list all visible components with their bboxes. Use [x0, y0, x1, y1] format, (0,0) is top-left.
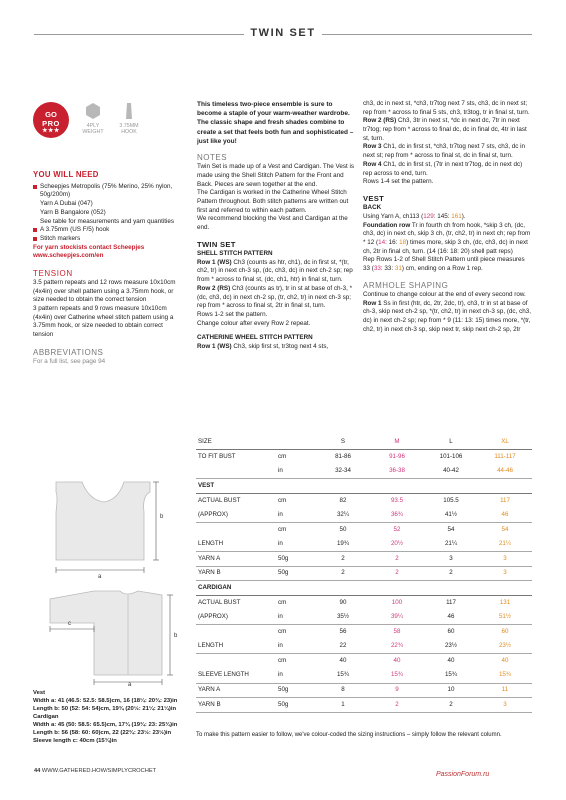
cw-row2-text: Ch3, 3tr in next st, *dc in next dc, 7tr in next tr7tog; rep from * across to final dc, dc in final dc, 4tr in last st, turn.	[363, 117, 527, 142]
table-row	[196, 654, 532, 669]
foundation-l: 16	[388, 239, 396, 247]
shell-row2	[197, 285, 357, 311]
cw-row1-cont: ch3, dc in next st, *ch3, tr7tog next 7 sts, ch3, dc in next st; rep from * across to final 5 sts, ch3, tr3tog, tr in final st, turn.	[363, 100, 530, 116]
vest-length-label: b	[160, 514, 164, 520]
shell-change-colour: Change colour after every Row 2 repeat.	[197, 319, 311, 327]
footer-site: WWW.GATHERED.HOW/SIMPLYCROCHET	[41, 768, 157, 774]
measure-vest-title: Vest	[33, 690, 46, 696]
yarn-weight-line2: WEIGHT	[82, 129, 104, 136]
notes-title: NOTES	[197, 153, 228, 163]
header-l: L	[424, 435, 478, 450]
armhole-row1	[363, 300, 533, 335]
markers-item-text: Stitch markers	[40, 234, 81, 242]
cell-xl: 3	[478, 566, 532, 581]
row-unit: cm	[278, 627, 287, 635]
size-table	[196, 435, 532, 713]
cw-row1	[197, 343, 357, 352]
cell-xl: 11	[478, 683, 532, 698]
header-xl: XL	[478, 435, 532, 450]
cell-l: 105.5	[443, 496, 459, 504]
vest-using: Using Yarn A, ch113 (129: 145: 161).	[363, 213, 466, 221]
table-row	[196, 479, 532, 494]
you-will-need-title: YOU WILL NEED	[33, 170, 99, 179]
cell-l: 3	[424, 552, 478, 567]
row-unit: cm	[278, 657, 287, 665]
cell-m: 2	[370, 552, 424, 567]
cell-xl: 51½	[478, 610, 532, 625]
watermark: PassionForum.ru	[436, 771, 490, 778]
cell-xl: 21¼	[478, 537, 532, 552]
cell-s: 32¼	[316, 508, 370, 523]
cell-m: 36¾	[370, 508, 424, 523]
cw-row3-text: Ch1, dc in first st, *ch3, tr7tog next 7 sts, ch3, dc in next st; rep from * across to final st, dc in final st, turn.	[363, 143, 526, 160]
row-unit: 50g	[276, 552, 316, 567]
shell-row2-text: Ch3 (counts as tr), tr in st at base of ch-3, *(dc, ch3, dc) in next ch-2 sp, (tr, ch2, tr) in next ch-3 sp; rep from * across to final st, 2tr in final st, turn.	[197, 284, 353, 310]
tension-text-2: 3 pattern repeats and 9 rows measure 10x10cm (4x4in) over Catherine wheel stitch pattern using a 3.75mm hook, or size needed to obtain correct tension	[33, 305, 174, 339]
row-unit: in	[276, 537, 316, 552]
cell-l: 101-106	[439, 452, 463, 460]
cell-xl: 40	[501, 657, 509, 665]
foundation-m: 14	[378, 239, 386, 247]
measure-vest-b: Length b: 50 (52: 54: 54)cm, 19¾ (20½: 21¼: 21¼)in	[33, 705, 177, 712]
cell-xl: 44-46	[478, 464, 532, 479]
website-link[interactable]: www.scheepjes.com/en	[33, 252, 104, 260]
cell-xl: 117	[500, 496, 510, 504]
foundation-shells: 14 (16: 18: 20) shell patt reps)	[428, 247, 513, 255]
row-label	[196, 464, 276, 479]
rep-xl: 31	[394, 265, 402, 273]
header-size: SIZE	[196, 435, 276, 450]
foundation-xl: 18	[399, 239, 407, 247]
hook-item	[33, 226, 178, 235]
cell-l	[424, 581, 478, 596]
table-row	[196, 639, 532, 654]
vest-shape	[56, 482, 150, 560]
using-post: ).	[461, 213, 466, 221]
cell-l: 41½	[424, 508, 478, 523]
cw-row1-label: Row 1 (WS)	[197, 342, 232, 350]
cell-s: 82	[339, 496, 347, 504]
markers-item	[33, 235, 178, 244]
page-title: TWIN SET	[250, 27, 316, 39]
using-m: 129	[423, 213, 434, 221]
vest-title: VEST	[363, 193, 385, 203]
table-row	[196, 683, 532, 698]
cell-m: 36-38	[370, 464, 424, 479]
row-label: (APPROX)	[196, 508, 276, 523]
rep-pre: Rep Rows 1-2 of Shell Stitch Pattern until piece measures 33 (	[363, 256, 525, 273]
yarn-item-text: Scheepjes Metropolis (75% Merino, 25% nylon, 50g/200m)	[40, 182, 173, 199]
row-unit: 50g	[276, 698, 316, 713]
row-label: LENGTH	[196, 537, 276, 552]
header-rule-right	[322, 34, 532, 35]
row-label	[196, 523, 276, 538]
cw-row2	[363, 117, 533, 143]
crochet-hook-icon	[120, 102, 138, 120]
shell-row2-label: Row 2 (RS)	[197, 284, 231, 292]
intro-text: This timeless two-piece ensemble is sure to become a staple of your warm-weather wardrobe. The classic shape and fresh shades combine to create a set that feels both fun and sophisticated – just like you!	[197, 101, 354, 145]
row-label: YARN B	[196, 698, 276, 713]
shell-row1	[197, 259, 357, 285]
measure-card-a: Width a: 45 (50: 58.5: 65.5)cm, 17¾ (19¾: 23: 25¾)in	[33, 721, 178, 728]
hook-item-text: A 3.75mm (US F/5) hook	[40, 226, 110, 234]
catherine-wheel-title: CATHERINE WHEEL STITCH PATTERN	[197, 334, 313, 342]
abbreviations-text: For a full list, see page 94	[33, 357, 106, 365]
badge-line1: GO	[45, 110, 57, 119]
cell-s: 81-86	[335, 452, 351, 460]
cell-l: 10	[424, 683, 478, 698]
left-column	[33, 170, 178, 367]
twin-set-title: TWIN SET	[197, 239, 236, 249]
row-unit: cm	[278, 452, 287, 460]
row-label: LENGTH	[196, 639, 276, 654]
cell-xl: 54	[501, 525, 509, 533]
cell-xl: 3	[478, 552, 532, 567]
measurements-list	[33, 690, 198, 746]
shell-rows-rep: Rows 1-2 set the pattern.	[197, 310, 268, 318]
row-unit	[276, 479, 316, 494]
shell-stitch-title: SHELL STITCH PATTERN	[197, 250, 273, 258]
row-label: SLEEVE LENGTH	[196, 669, 276, 684]
table-row	[196, 610, 532, 625]
cell-s: 1	[316, 698, 370, 713]
notes-p2: The Cardigan is worked in the Catherine Wheel Stitch Pattern throughout. Both stitch patterns are written out first and referred to within each pattern.	[197, 189, 349, 214]
measure-vest-a: Width a: 41 (46.5: 52.5: 58.5)cm, 16 (18¼: 20¾: 23)in	[33, 697, 178, 704]
shell-row1-text: Ch3 (counts as htr, ch1), dc in first st, *(tr, ch2, tr) in next ch-3 sp, (dc, ch3, dc) in next ch-2 sp; rep from * across to final st, (dc, ch1, htr) in final st, turn.	[197, 258, 353, 284]
page-number: 44	[34, 768, 41, 774]
cardigan-width-label: a	[128, 682, 132, 688]
notes-p3: We recommend blocking the Vest and Cardigan at the end.	[197, 215, 348, 231]
cell-m: 100	[391, 598, 403, 606]
table-row	[196, 625, 532, 640]
row-label: ACTUAL BUST	[198, 496, 241, 504]
table-row	[196, 552, 532, 567]
header-unit	[276, 435, 316, 450]
cell-s: 22	[316, 639, 370, 654]
cell-xl: 46	[478, 508, 532, 523]
cell-xl: 60	[501, 627, 509, 635]
row-label: (APPROX)	[196, 610, 276, 625]
yarn-weight-line1: 4PLY	[86, 122, 100, 129]
cell-m	[370, 581, 424, 596]
shell-row1-label: Row 1 (WS)	[197, 258, 232, 266]
footer	[34, 768, 156, 776]
cell-l: 54	[447, 525, 455, 533]
vest-diagram	[34, 474, 184, 582]
cell-m: 22¾	[370, 639, 424, 654]
cell-l: 15¾	[424, 669, 478, 684]
armhole-row1-label: Row 1	[363, 299, 382, 307]
measure-card-title: Cardigan	[33, 713, 59, 720]
foundation-pre: Tr in fourth ch from hook, *skip 3 ch, (dc, ch3, dc) in next ch, skip 3 ch, (tr, ch2, tr) in next ch; rep from * 12 (	[363, 221, 531, 247]
table-row	[196, 450, 532, 465]
row-label	[196, 654, 276, 669]
measure-card-b: Length b: 56 (58: 60: 60)cm, 22 (22¾: 23½: 23½)in	[33, 729, 172, 736]
cell-l	[424, 479, 478, 494]
cell-m: 58	[393, 627, 401, 635]
cw-rows-rep: Rows 1-4 set the pattern.	[363, 178, 434, 186]
using-pre: Using Yarn A, ch113 (	[363, 213, 424, 221]
foundation-label: Foundation row	[363, 221, 411, 229]
row-unit: in	[276, 464, 316, 479]
yarn-weight-tool	[79, 102, 107, 136]
cell-s: 35½	[316, 610, 370, 625]
row-label	[196, 625, 276, 640]
right-column	[363, 100, 533, 334]
row-label: CARDIGAN	[196, 581, 276, 596]
cell-xl: 15¾	[478, 669, 532, 684]
stockists-text: For yarn stockists contact Scheepjes	[33, 243, 145, 251]
armhole-text: Continue to change colour at the end of every second row.	[363, 290, 526, 298]
table-row	[196, 566, 532, 581]
table-row	[196, 581, 532, 596]
cell-l: 117	[446, 598, 456, 606]
yarn-a-text: Yarn A Dubai (047)	[40, 200, 93, 208]
badge-line2: PRO	[42, 118, 60, 128]
cell-m: 20½	[370, 537, 424, 552]
cw-row4-text: Ch1, dc in first st, (7tr in next tr7tog, dc in next dc) rep across to end, turn.	[363, 160, 523, 177]
using-xl: 161	[451, 213, 462, 221]
cell-xl	[478, 581, 532, 596]
yarn-b-text: Yarn B Bangalore (052)	[40, 208, 106, 216]
cell-xl: 131	[499, 598, 511, 606]
cw-row3	[363, 143, 533, 160]
cell-s: 40	[339, 657, 347, 665]
cell-m: 93.5	[390, 496, 404, 504]
cardigan-diagram	[34, 585, 196, 685]
armhole-title: ARMHOLE SHAPING	[363, 280, 449, 290]
cell-m: 2	[370, 698, 424, 713]
cell-l: 60	[447, 627, 455, 635]
cell-s: 15¾	[316, 669, 370, 684]
header-s: S	[316, 435, 370, 450]
cell-m: 2	[370, 566, 424, 581]
vest-width-label: a	[98, 574, 102, 580]
cell-m: 91-96	[389, 452, 405, 460]
row-unit: in	[276, 610, 316, 625]
cell-m	[370, 479, 424, 494]
cardigan-length-label: b	[174, 633, 178, 639]
cell-l: 46	[424, 610, 478, 625]
tension-text: 3.5 pattern repeats and 12 rows measure 10x10cm (4x4in) over shell pattern using a 3.75mm hook, or size needed to obtain the correct tension	[33, 278, 176, 304]
row-label: VEST	[196, 479, 276, 494]
cw-row4-label: Row 4	[363, 160, 382, 168]
foundation-row: Foundation row Tr in fourth ch from hook, *skip 3 ch, (dc, ch3, dc) in next ch, skip 3 ch, (tr, ch2, tr) in next ch; rep from * 12 (14: 16: 18) times more, skip 3 ch, (dc, ch3, dc) in next ch, 2tr in final ch, turn. (14 (16: 18: 20) shell patt reps)	[363, 221, 531, 255]
table-header-row	[196, 435, 532, 450]
row-unit: 50g	[276, 566, 316, 581]
row-unit: cm	[278, 598, 287, 606]
table-row	[196, 669, 532, 684]
yarn-b-line	[33, 209, 178, 218]
tension-title: TENSION	[33, 268, 73, 278]
sleeve-length-label: c	[68, 621, 71, 627]
cell-s: 56	[339, 627, 347, 635]
cell-xl: 3	[478, 698, 532, 713]
row-label: ACTUAL BUST	[198, 598, 241, 606]
table-note: To make this pattern easier to follow, we've colour-coded the sizing instructions – simply follow the relevant column.	[196, 732, 502, 738]
hook-size-line2: HOOK	[121, 129, 137, 136]
cell-l: 2	[424, 698, 478, 713]
row-label: YARN B	[196, 566, 276, 581]
cell-m: 9	[370, 683, 424, 698]
cw-row2-label: Row 2 (RS)	[363, 117, 397, 125]
rep-m: 33	[373, 265, 381, 273]
measure-card-c: Sleeve length c: 40cm (15¾)in	[33, 737, 117, 744]
cw-row1-text: Ch3, skip first st, tr3tog next 4 sts,	[233, 342, 329, 350]
difficulty-badge	[33, 102, 69, 138]
cell-m: 39¼	[370, 610, 424, 625]
row-label: YARN A	[196, 683, 276, 698]
abbreviations-title: ABBREVIATIONS	[33, 347, 104, 357]
cell-s	[316, 581, 370, 596]
table-row	[196, 493, 532, 508]
cw-row3-label: Row 3	[363, 143, 382, 151]
armhole-row1-text: Ss in first (htr, dc, 2tr, 2dc, tr), ch3, tr in st at base of ch-3, skip next ch-2 sp, *(tr, ch2, tr) in next ch-3 sp, (dc, ch3, dc) in next ch-2 sp; rep from * 9 (11: 13: 15) times more, *(tr, ch2, tr) in next ch-3 sp, skip next tr, skip next ch-2 sp, 2tr	[363, 299, 531, 333]
back-title: BACK	[363, 204, 382, 212]
cell-l: 2	[424, 566, 478, 581]
row-unit: cm	[278, 496, 287, 504]
row-unit: in	[276, 508, 316, 523]
notes-p1: Twin Set is made up of a Vest and Cardigan. The Vest is made using the Shell Stitch Pattern for the Front and Back. Pieces are sewn together at the end.	[197, 163, 355, 188]
table-row	[196, 523, 532, 538]
cell-s	[316, 479, 370, 494]
table-row	[196, 596, 532, 611]
see-table-text: See table for measurements and yarn quantities	[40, 217, 175, 225]
table-row	[196, 508, 532, 523]
cell-s: 8	[316, 683, 370, 698]
cell-s: 50	[339, 525, 347, 533]
middle-column	[197, 100, 357, 352]
cell-l: 23½	[424, 639, 478, 654]
cell-l: 40-42	[424, 464, 478, 479]
rep-l: 33	[384, 265, 392, 273]
cell-s: 90	[339, 598, 347, 606]
table-row	[196, 464, 532, 479]
table-row	[196, 698, 532, 713]
row-label: YARN A	[196, 552, 276, 567]
rep-post: ) cm, ending on a Row 1 rep.	[401, 265, 483, 273]
yarn-item	[33, 183, 178, 200]
cell-s: 32-34	[316, 464, 370, 479]
cell-s: 2	[316, 552, 370, 567]
cell-s: 19¾	[316, 537, 370, 552]
foundation-post: ) times more, skip 3 ch, (dc, ch3, dc) in next ch, 2tr in final ch, turn. (	[363, 239, 528, 255]
row-unit: in	[276, 669, 316, 684]
cell-xl	[478, 479, 532, 494]
see-table-line	[33, 218, 178, 227]
badge-stars: ★★★	[42, 127, 60, 134]
row-unit	[276, 581, 316, 596]
cell-l: 21¼	[424, 537, 478, 552]
cardigan-shape	[50, 591, 162, 675]
using-l: 145	[437, 213, 448, 221]
table-row	[196, 537, 532, 552]
yarn-ball-icon	[84, 102, 102, 120]
cell-s: 2	[316, 566, 370, 581]
row-unit: 50g	[276, 683, 316, 698]
row-unit: in	[276, 639, 316, 654]
yarn-a-line	[33, 200, 178, 209]
hook-size-line1: 3.75MM	[119, 122, 139, 129]
header-m: M	[370, 435, 424, 450]
cell-m: 15¾	[370, 669, 424, 684]
cw-row4	[363, 161, 533, 178]
header-rule-left	[34, 34, 244, 35]
row-unit: cm	[278, 525, 287, 533]
cell-xl: 111-117	[494, 452, 516, 460]
cell-xl: 23½	[478, 639, 532, 654]
cell-l: 40	[447, 657, 455, 665]
vest-rep: Rep Rows 1-2 of Shell Stitch Pattern until piece measures 33 (33: 33: 31) cm, ending on a Row 1 rep.	[363, 256, 525, 273]
row-label: TO FIT BUST	[198, 452, 236, 460]
cell-m: 40	[393, 657, 401, 665]
hook-size-tool	[114, 102, 144, 136]
cell-m: 52	[393, 525, 401, 533]
